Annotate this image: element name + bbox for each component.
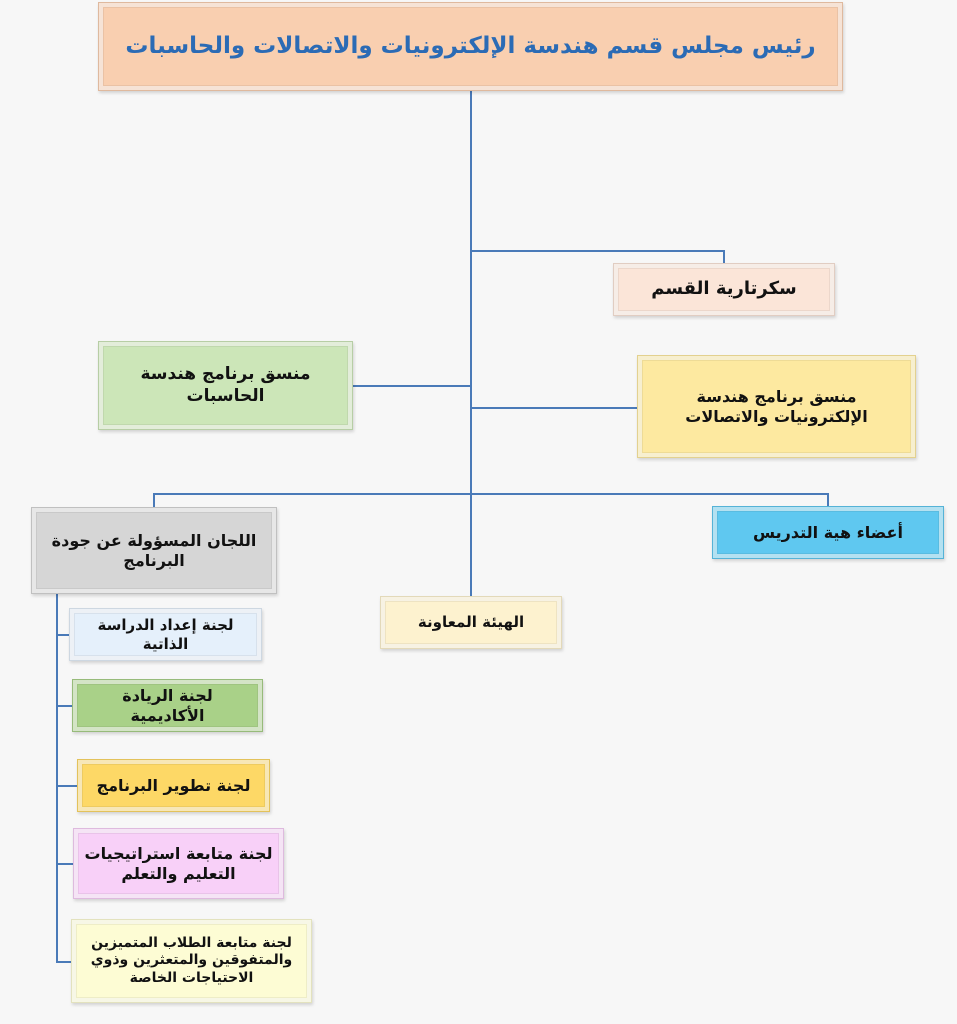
committee-program-development-box (77, 759, 270, 812)
faculty-members-box (712, 506, 944, 559)
committee-academic-advising-label: لجنة الريادة الأكاديمية (122, 685, 213, 725)
committee-program-development-label: لجنة تطوير البرنامج (96, 775, 251, 795)
committee-academic-advising-box (72, 679, 263, 732)
committee-teaching-strategies-label: لجنة متابعة استراتيجيات التعليم والتعلم (84, 843, 273, 883)
connector-main-trunk (470, 91, 472, 495)
committee-self-study-label: لجنة إعداد الدراسة الذاتية (97, 615, 234, 653)
committee-student-followup-box (71, 919, 312, 1003)
cs-program-coordinator-box (98, 341, 353, 430)
connector-assistant-v (470, 493, 472, 596)
connector-faculty-v (827, 493, 829, 506)
committee-self-study-box (69, 608, 262, 661)
department-council-head-box (98, 2, 843, 91)
quality-committees-box (31, 507, 277, 594)
connector-committee-1 (56, 634, 69, 636)
assistant-staff-label: الهيئة المعاونة (417, 613, 525, 632)
connector-committee-5 (56, 961, 71, 963)
committee-student-followup-label: لجنة متابعة الطلاب المتميزين والمتفوقين والمتعثرين وذوي الاحتياجات الخاصة (90, 934, 293, 986)
connector-ece (471, 407, 637, 409)
quality-committees-label: اللجان المسؤولة عن جودة البرنامج (51, 530, 257, 570)
connector-committees-trunk (56, 594, 58, 963)
connector-committee-4 (56, 863, 73, 865)
connector-quality-v (153, 493, 155, 507)
connector-committee-2 (56, 705, 72, 707)
ece-program-coordinator-label: منسق برنامج هندسة الإلكترونيات والاتصالات (685, 386, 868, 426)
connector-secretariat-v (723, 250, 725, 263)
committee-teaching-strategies-box (73, 828, 284, 899)
cs-program-coordinator-label: منسق برنامج هندسة الحاسبات (140, 364, 311, 406)
secretariat-box (613, 263, 835, 316)
secretariat-label: سكرتارية القسم (651, 278, 797, 300)
department-council-head-label: رئيس مجلس قسم هندسة الإلكترونيات والاتصالات والحاسبات (125, 33, 816, 60)
connector-committee-3 (56, 785, 77, 787)
connector-branch-h (153, 493, 829, 495)
connector-cs (353, 385, 471, 387)
assistant-staff-box (380, 596, 562, 649)
ece-program-coordinator-box (637, 355, 916, 458)
faculty-members-label: أعضاء هية التدريس (753, 522, 903, 542)
connector-secretariat-h (471, 250, 724, 252)
